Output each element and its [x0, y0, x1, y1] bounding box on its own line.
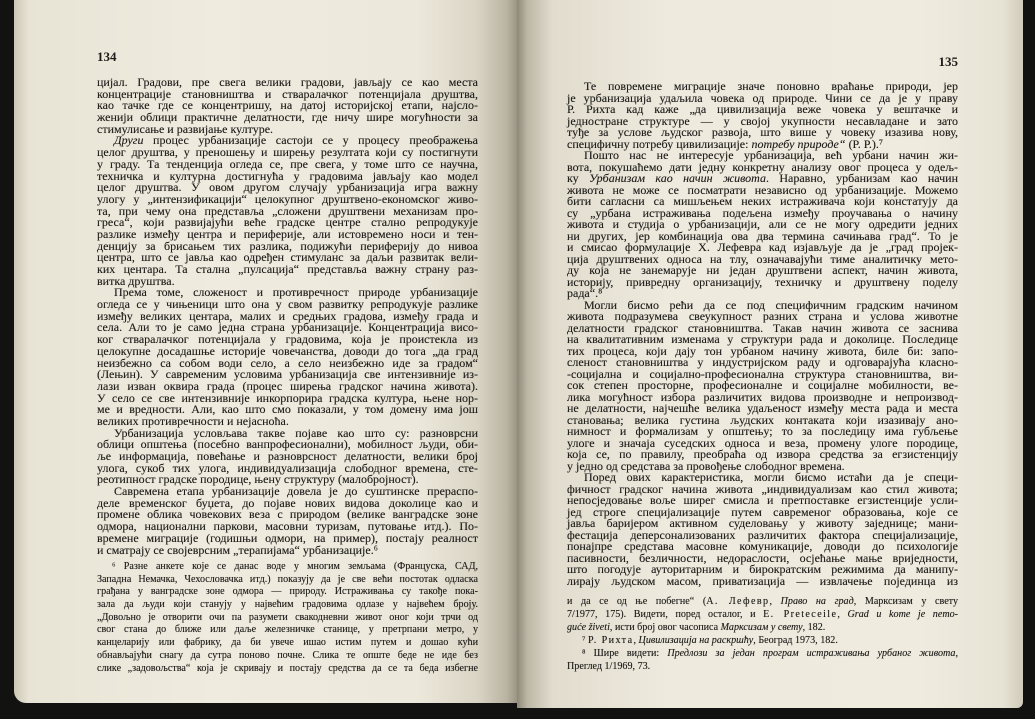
- footnote-line: свог стана до ближе или даље железничке станице, у претрпани метро, у: [97, 624, 478, 636]
- text-line: ду која не занемарује ни један друштвени аспект, начин живота,: [567, 263, 958, 277]
- paragraph: [97, 486, 478, 556]
- text-line: целокупне досадашње историје човечанства, доводи до тога „да град: [97, 343, 478, 358]
- text-line: улоге и значаја суседских односа и веза, промену улоге породице,: [567, 435, 958, 450]
- footnote-line: [567, 595, 958, 608]
- text-line: вота, покушаћемо дати једну конкретну анализу овог процеса у одељ-: [567, 159, 958, 174]
- italic-text: Право на град: [780, 596, 854, 607]
- text-line: је урбанизација удаљила човека од природе. Чини се да је у праву: [567, 90, 958, 105]
- text-line: женији облици практичне делатности, где ничу шире могућности за: [97, 110, 478, 125]
- text-line: су „урбана истраживања подељена између проучавања о начину: [567, 205, 958, 220]
- footnote-line: [567, 608, 958, 621]
- text-line: јед строге специјализације путем савременог образовања, које се: [567, 504, 958, 519]
- text-line: Урбанизација условљава такве појаве као што су: разноврсни: [114, 425, 478, 440]
- footnote-line: зала да људи који станују у највећим градовима одлазе у највећем броју.: [97, 599, 478, 611]
- footnote-line: Преглед 1/1969, 73.: [567, 661, 651, 673]
- text-segment: ку: [567, 171, 590, 185]
- body-text: [567, 81, 958, 587]
- text-line: што погодује ауторитарним и бирократским режимима да манипу-: [567, 562, 958, 576]
- text-line: реотипност градске породице, њену структуру (малобројност).: [97, 472, 419, 487]
- text-segment: ,: [633, 635, 639, 647]
- text-line: сленост становништва у индустријском раду и одговарајућа класно-: [567, 355, 958, 369]
- text-segment: специфичну потребу цивилизације:: [567, 136, 752, 151]
- paragraph: [567, 81, 958, 150]
- paragraph: [97, 77, 478, 135]
- italic-text: Урбанизам као начин живота: [589, 171, 766, 185]
- text-line: целог друштва, у преношењу и ширењу резултата који су постигнути: [97, 145, 478, 160]
- footnote-line: ⁶ Разне анкете које се данас воде у многим земљама (Француска, САД,: [112, 561, 478, 572]
- text-line: Р. Рихта кад каже „да цивилизација веже човека у вештачке и: [567, 102, 958, 116]
- text-line: стимулисање и развијање културе.: [97, 121, 274, 136]
- text-line: живота подразумева свеукупност разних страна и услова животне: [567, 309, 958, 323]
- author-name: E. Preteceile: [763, 609, 838, 621]
- footnote-line: [567, 634, 958, 647]
- text-line: техничка и културна достигнућа у градовима јављају као модел: [97, 168, 478, 183]
- text-segment: . Наравно, урбанизам као начин: [765, 171, 958, 185]
- footnote-line: слике „задовољства“ која је скривају и постају средства да се та беда избегне: [97, 662, 478, 674]
- footnote: [567, 647, 958, 673]
- text-segment: , 182.: [802, 622, 826, 634]
- text-line: живота и студија о урбанизацији, али се не могу одредити једних: [567, 217, 958, 231]
- italic-text: Марксизам у свету: [720, 622, 803, 634]
- text-line: фестација деперсонализованих различитих фактора специјализације,: [567, 527, 958, 542]
- text-line: која се, по правилу, преобраћа од извора средства за егзистенцију: [567, 447, 958, 461]
- paragraph: [97, 287, 478, 427]
- text-line: бити сагласни са мишљењем неких истраживача који констатују да: [567, 194, 958, 208]
- text-line: центра, што се јавља као одређен стимуланс за даљи развитак вели-: [97, 250, 478, 265]
- footnotes: [97, 561, 478, 675]
- text-line: делатности градског становништва. Такав начин живота се заснива: [567, 320, 958, 335]
- paragraph: [567, 297, 958, 473]
- paragraph: [97, 135, 478, 287]
- text-segment: и да се од ње побегне“ (: [567, 596, 707, 607]
- text-line: греса“, који развијајући веће градске центре стално репродукује: [97, 215, 478, 230]
- paragraph: [567, 472, 958, 587]
- paragraph: [567, 150, 958, 300]
- text-line: и сматрају се својеврсним „терапијама“ урбанизације.⁶: [97, 542, 378, 557]
- text-line: и смисао формулације Х. Лефевра кад изјављује да је „град пројек-: [567, 240, 958, 254]
- text-line: Могли бисмо рећи да се под специфичним градским начином: [584, 297, 958, 312]
- text-line: лази изван оквира града (процес ширења градског начина живота).: [97, 378, 478, 393]
- text-line: ција друштвених односа на тлу, означавајући тиме аналитичку мето-: [567, 251, 958, 266]
- text-line: Према томе, сложеност и противречност природе урбанизације: [114, 285, 478, 300]
- text-line: целог друштва. У овом другом случају урбанизација игра важну: [97, 180, 478, 195]
- author-name: А. Лефевр: [706, 596, 770, 607]
- italic-text: Предлози за један програм истраживања урбаног живота: [667, 648, 956, 660]
- text-line: ље информација, повећање и разноврсност делатности, велики број: [97, 449, 478, 463]
- text-line: Те повремене миграције значе поновно враћање природи, јер: [584, 79, 958, 93]
- text-line: деле временског буџета, до појаве нових видова доколице као и: [97, 495, 478, 510]
- text-line: разлике између центра и периферије, али истовремено носи и тен-: [97, 226, 478, 241]
- text-line: живота не може се посматрати независно од урбанизације. Можемо: [567, 182, 958, 197]
- text-segment: (Р. Р.).⁷: [845, 136, 884, 151]
- text-line: понајпре средстава масовне комуникације, доводи до психологије: [567, 539, 958, 553]
- text-line: Поред ових карактеристика, могли бисмо истаћи да је специ-: [584, 470, 958, 484]
- footnote-line: [567, 621, 958, 634]
- text-line: тих процеса, који дају тон урбаном начину живота, биле би: запо-: [567, 343, 958, 358]
- text-line: фичност градског начина живота „индивидуализам као стил живота;: [567, 481, 958, 496]
- footnote: [567, 595, 958, 634]
- text-line: улогу у „интензификацији“ целокупног друштвено-економског живо-: [97, 191, 478, 206]
- footnote-line: грађана у ванградске зоне одмора — природу. Истраживања су такође пока-: [97, 586, 478, 598]
- author-name: Р. Рихта: [588, 635, 634, 647]
- text-segment: ,: [837, 609, 848, 621]
- text-segment: ⁸ Шире видети:: [582, 648, 668, 660]
- footnote-line: Западна Немачка, Чехословачка итд.) показују да је све већи постотак одласка: [97, 573, 478, 585]
- text-line: јавља баријером активном суделовању у животу заједнице; мани-: [567, 516, 958, 530]
- text-line: промене облика човекових веза с природом (велике ванградске зоне: [97, 507, 478, 522]
- text-line: у граду. Та тенденција огледа се, пре свега, у томе што се научна,: [97, 156, 478, 171]
- text-line: лика могућност избора различитих видова производне и непроизвод-: [567, 389, 958, 404]
- italic-text: Цивилизација на раскршћу: [638, 635, 754, 647]
- text-segment: , Београд 1973, 182.: [753, 635, 838, 647]
- text-line: нимност и формализам у општењу; то за последицу има губљење: [567, 424, 958, 438]
- text-line: У село се све интензивније инкорпорира градска култура, њене нор-: [97, 390, 478, 405]
- page-left: [14, 0, 517, 703]
- text-line: Пошто нас не интересује урбанизација, већ урбани начин жи-: [584, 148, 958, 162]
- text-line: туђе за услове људског развоја, што више у човеку изазива нову,: [567, 125, 958, 139]
- text-line: становања; велика густина људских контаката који изазивају ано-: [567, 412, 958, 427]
- text-line: огледа се у чињеници што она у свом развитку репродукује разлике: [97, 297, 478, 312]
- text-line: не делатности, најчешће велика удаљеност између места рада и места: [567, 401, 958, 415]
- italic-text: guće živeti: [567, 622, 610, 634]
- text-line: улога, сукоб тих улога, индивидуализација слободног времена, сте-: [97, 460, 478, 475]
- text-line: у једно од средстава за провођење слободног времена.: [567, 458, 845, 473]
- text-segment: ,: [769, 596, 781, 607]
- text-line: историју, привредну организацију, техничку и друштвену поделу: [567, 274, 958, 289]
- text-line: једностране структуре — у својој укупности несавладане и зато: [567, 113, 958, 128]
- text-line: великих противречности и нејасноћа.: [97, 413, 289, 428]
- footnote-line: [567, 647, 958, 660]
- footnote-line: обнављајући снагу да сутра поново почне. Слика те опште беде не иде без: [97, 649, 478, 661]
- footnote-line: канцеларију или фабрику, да би увече ишао истим путем и дошао кући: [97, 637, 478, 649]
- text-line: витка друштва.: [97, 273, 175, 288]
- text-line: облици општења (посебно ванпрофесионални), мобилност људи, оби-: [97, 437, 478, 452]
- text-segment: , исти број овог часописа: [609, 622, 721, 634]
- text-line: пасивности, безличности, недораслости, осјећање мање вриједности,: [567, 550, 958, 565]
- text-segment: 7/1977, 175). Видети, поред осталог, и: [567, 609, 764, 621]
- text-segment: ⁷: [582, 635, 589, 647]
- text-line: та, при чему она представља „сложени друштвени механизам про-: [97, 203, 478, 218]
- text-line: ни других, јер комбинација ова два термина сачињава град“. То је: [567, 228, 958, 243]
- text-line: између великих центара, малих и средњих градова, између града и: [97, 308, 478, 323]
- page-number: 134: [97, 49, 117, 64]
- text-line: лирају људском масом, приватизација — извлачење појединца из: [567, 573, 958, 588]
- page-number: 135: [938, 54, 958, 69]
- body-text: [97, 77, 478, 556]
- text-line: цијал. Градови, пре свега велики градови, јављају се као места: [97, 75, 478, 89]
- text-segment: , Марксизам у свету: [853, 596, 959, 607]
- text-line: Савремена етапа урбанизације довела је до суштинске прераспо-: [114, 484, 478, 499]
- text-segment: ,: [955, 648, 958, 660]
- text-line: ких центара. Та стална „пулсација“ представља важну страну раз-: [97, 262, 478, 276]
- footnotes: [567, 595, 958, 674]
- footnote: [567, 634, 958, 647]
- text-line: неизбежно са собом води село, а село неизбежно иде за градом“: [97, 355, 478, 370]
- text-line: ког стваралачког потенцијала у градовима, која је проистекла из: [97, 332, 478, 347]
- page-right: [517, 0, 1023, 708]
- text-line: ме и вредности. Али, као што смо показали, у том домену има још: [97, 402, 478, 417]
- text-line: рада“.⁸: [567, 286, 603, 300]
- text-line: непосједовање воље ширег смисла и претпоставке егзистенције усли-: [567, 493, 958, 507]
- text-line: одмора, национални паркови, масовни туризам, путовање итд.). По-: [97, 519, 478, 534]
- text-line: (Лењин). У савременим условима урбанизација све интензивније из-: [97, 367, 478, 382]
- text-line: села. Али то је само једна страна урбанизације. Концентрација висо-: [97, 320, 478, 335]
- text-line: на квалитативним изменама у структури рада и доколице. Последице: [567, 332, 958, 346]
- text-line: времене миграције (годишњи одмори, на пример), постају реалност: [97, 530, 478, 545]
- text-line: -социјална и социјално-професионална структура становништва, ви-: [567, 366, 958, 381]
- text-line: концентрације становништва и стваралачког потенцијала друштва,: [97, 86, 478, 101]
- paragraph: [97, 425, 478, 487]
- text-segment: процес урбанизације састоји се у процесу преображења: [143, 133, 478, 148]
- italic-text: Grad u kome je nemo-: [847, 609, 959, 621]
- footnote: [97, 561, 478, 675]
- text-line: као тачке где се концентришу, на датој историјској етапи, најсло-: [97, 98, 478, 113]
- footnote-line: „Довољно је отворити очи па разумети свакодневни живот оног који трчи од: [97, 611, 478, 623]
- italic-text: потребу природе“: [751, 136, 846, 151]
- text-line: сок степен просторне, професионалне и социјалне мобилности, ве-: [567, 378, 958, 392]
- text-line: денцију за брисањем тих разлика, подижући периферију до нивоа: [97, 238, 478, 253]
- italic-text: Други: [114, 133, 144, 148]
